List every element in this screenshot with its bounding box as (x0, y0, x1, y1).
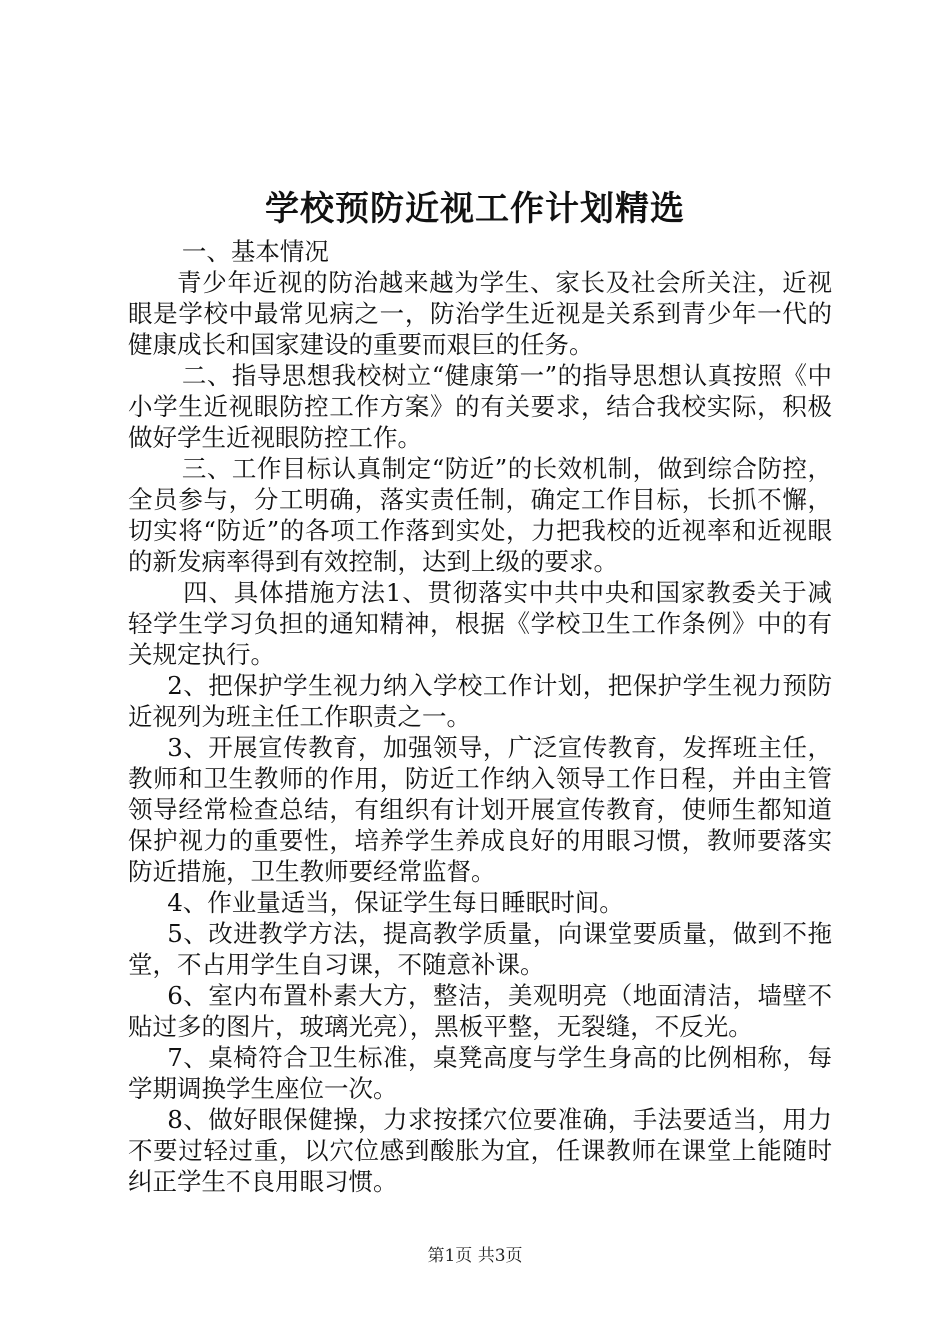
list-item: 7、桌椅符合卫生标准，桌凳高度与学生身高的比例相称，每学期调换学生座位一次。 (128, 1043, 832, 1103)
paragraph: 二、指导思想我校树立“健康第一”的指导思想认真按照《中小学生近视眼防控工作方案》的有关要求，结合我校实际，积极做好学生近视眼防控工作。 (128, 361, 832, 452)
paragraph: 四、具体措施方法1、贯彻落实中共中央和国家教委关于减轻学生学习负担的通知精神，根据《学校卫生工作条例》中的有关规定执行。 (128, 578, 832, 669)
document-title: 学校预防近视工作计划精选 (265, 189, 685, 229)
list-item: 5、改进教学方法，提高教学质量，向课堂要质量，做到不拖堂，不占用学生自习课，不随意补课。 (128, 919, 832, 979)
paragraph: 三、工作目标认真制定“防近”的长效机制，做到综合防控，全员参与，分工明确，落实责任制，确定工作目标，长抓不懈，切实将“防近”的各项工作落到实处，力把我校的近视率和近视眼的新发病率得到有效控制，达到上级的要求。 (128, 454, 832, 576)
paragraph: 青少年近视的防治越来越为学生、家长及社会所关注，近视眼是学校中最常见病之一，防治学生近视是关系到青少年一代的健康成长和国家建设的重要而艰巨的任务。 (128, 268, 832, 359)
list-item: 8、做好眼保健操，力求按揉穴位要准确，手法要适当，用力不要过轻过重，以穴位感到酸胀为宜，任课教师在课堂上能随时纠正学生不良用眼习惯。 (128, 1105, 832, 1196)
list-item: 2、把保护学生视力纳入学校工作计划，把保护学生视力预防近视列为班主任工作职责之一。 (128, 671, 832, 731)
document-body (128, 236, 832, 1197)
list-item: 6、室内布置朴素大方，整洁，美观明亮（地面清洁，墙壁不贴过多的图片，玻璃光亮），黑板平整，无裂缝，不反光。 (128, 981, 832, 1041)
section-heading-basic-situation: 一、基本情况 (181, 237, 329, 266)
list-item: 3、开展宣传教育，加强领导，广泛宣传教育，发挥班主任，教师和卫生教师的作用，防近工作纳入领导工作日程，并由主管领导经常检查总结，有组织有计划开展宣传教育，使师生都知道保护视力的重要性，培养学生养成良好的用眼习惯，教师要落实防近措施，卫生教师要经常监督。 (128, 733, 832, 886)
page-footer: 第1页 共3页 (427, 1246, 523, 1266)
list-item: 4、作业量适当，保证学生每日睡眠时间。 (167, 888, 624, 917)
